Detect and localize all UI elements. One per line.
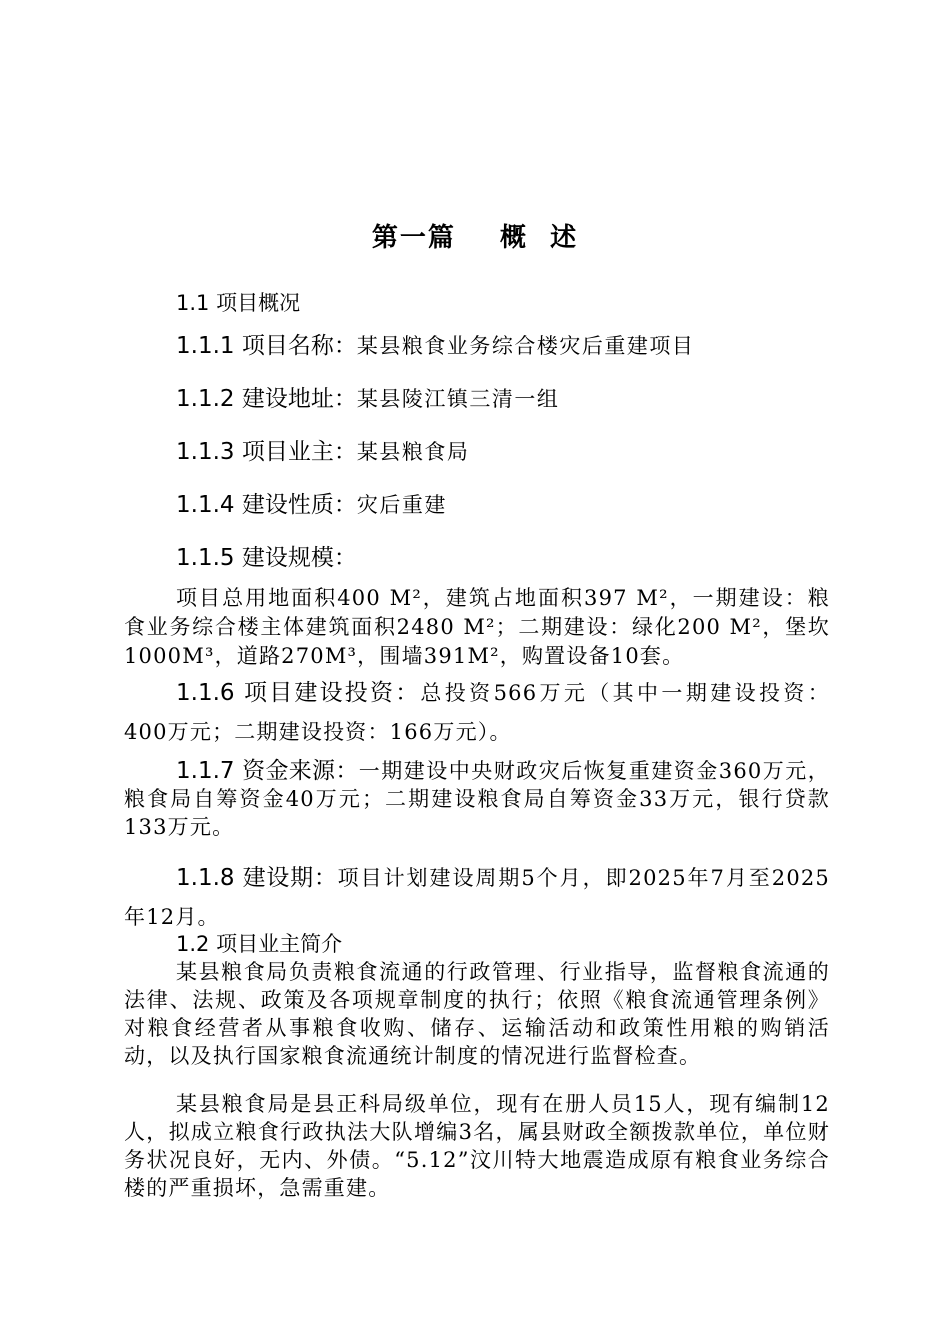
investment-heading: 1.1.6 项目建设投资： [176,680,421,706]
funding-paragraph [124,757,830,841]
funding-heading: 1.1.7 资金来源： [176,758,359,784]
owner-paragraph-2: 某县粮食局是县正科局级单位，现有在册人员15人，现有编制12人，拟成立粮食行政执法大队增编3名，属县财政全额拨款单位，单位财务状况良好，无内、外债。“5.12”汶川特大地震造成原有粮食业务综合楼的严重损坏，急需重建。 [124,1092,830,1200]
investment-value: 总投资566万元（其中一期建设投资： 400万元；二期建设投资：166万元）。 [124,681,830,744]
scale-paragraph: 项目总用地面积400 M²，建筑占地面积397 M²，一期建设：粮食业务综合楼主体建筑面积2480 M²；二期建设：绿化200 M²，堡坎1000M³，道路270M³，围墙391M²，购置设备10套。 [124,586,830,668]
item-heading: 1.1.5 建设规模： [176,545,357,571]
period-heading: 1.1.8 建设期： [176,865,338,891]
section-heading-1-1: 1.1 项目概况 [176,291,301,315]
item-value: 灾后重建 [356,493,447,517]
item-site-address [176,381,559,420]
period-value: 项目计划建设周期5个月，即2025年7月至2025年12月。 [124,866,830,929]
item-construction-nature [176,487,447,526]
owner-paragraph-1: 某县粮食局负责粮食流通的行政管理、行业指导，监督粮食流通的法律、法规、政策及各项规章制度的执行；依照《粮食流通管理条例》对粮食经营者从事粮食收购、储存、运输活动和政策性用粮的购销活动，以及执行国家粮食流通统计制度的情况进行监督检查。 [124,960,830,1068]
item-value: 某县陵江镇三清一组 [356,387,560,411]
section-heading-1-2: 1.2 项目业主简介 [176,932,343,956]
item-heading: 1.1.2 建设地址： [176,386,357,412]
item-heading: 1.1.3 项目业主： [176,439,357,465]
chapter-title: 第一篇 概 述 [371,223,579,253]
item-project-owner [176,434,469,473]
item-construction-scale [176,540,357,579]
item-value: 某县粮食局 [356,440,470,464]
investment-paragraph [124,674,830,752]
item-heading: 1.1.1 项目名称： [176,333,357,359]
item-project-name [176,328,694,367]
funding-value: 一期建设中央财政灾后恢复重建资金360万元，粮食局自筹资金40万元；二期建设粮食局自筹资金33万元，银行贷款133万元。 [124,759,830,839]
period-paragraph [124,859,830,937]
item-value: 某县粮食业务综合楼灾后重建项目 [356,334,695,358]
item-heading: 1.1.4 建设性质： [176,492,357,518]
